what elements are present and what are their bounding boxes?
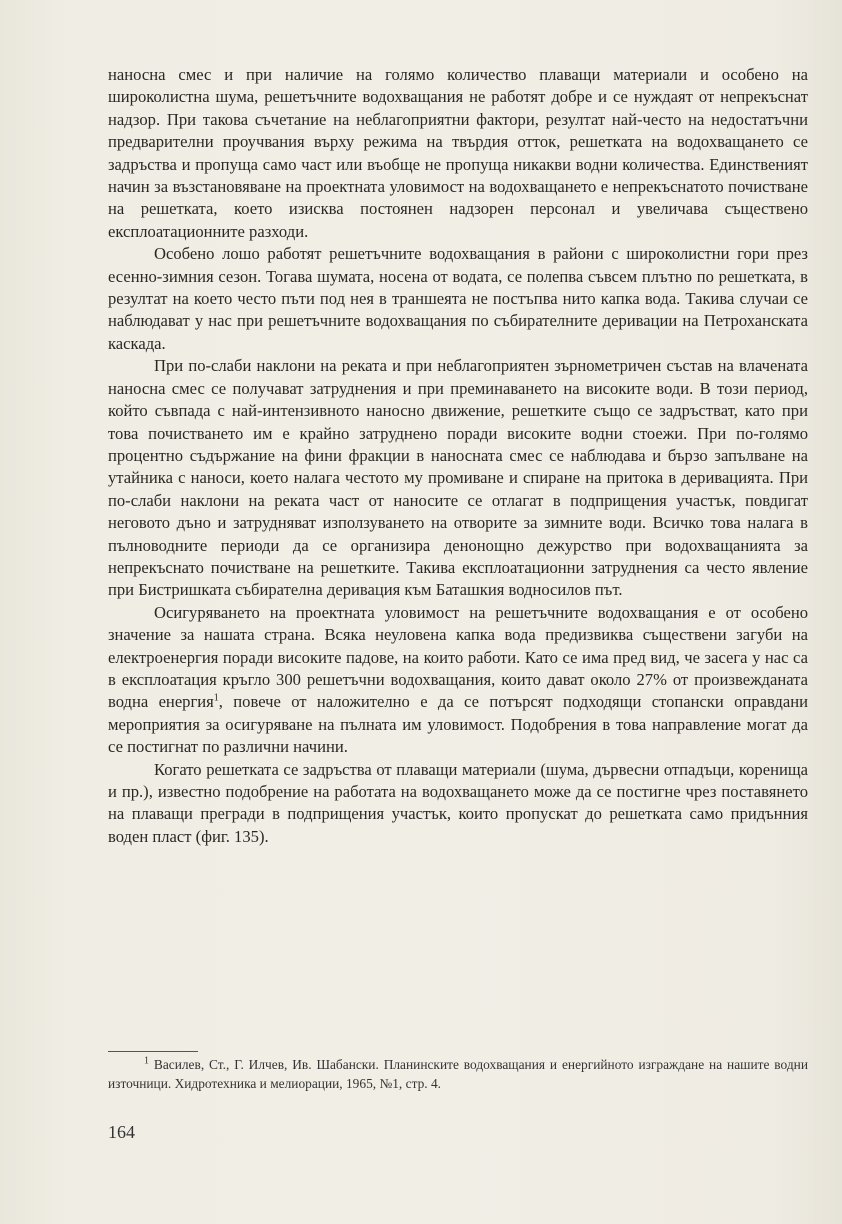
footnote-reference: 1 (213, 692, 219, 704)
paragraph-5: Когато решетката се задръства от плаващи материали (шума, дървесни отпадъци, коренища и пр.), известно подобрение на работата на водохващането може да се постигне чрез поставянето на плаващи прегради в подприщения участък, които пропускат до решетката само придънния воден пласт (фиг. 135). (108, 759, 808, 846)
paragraph-3: При по-слаби наклони на реката и при неблагоприятен зърнометричен състав на влачената наносна смес се получават затруднения и при преминаването на високите води. В този период, който съвпада с най-интензивното наносно движение, решетките също се задръстват, като при това почистването им е крайно затруднено поради високите водни стоежи. При по-голямо процентно съдържание на фини фракции в наносната смес се наблюдава и бързо запълване на утайника с наноси, което налага честото му промиване и спиране на притока в деривацията. При по-слаби наклони на реката част от наносите се отлагат в подприщения участък, повдигат неговото дъно и затрудняват използуването на отворите за зимните води. Всичко това налага в пълноводните периоди да се организира денонощно дежурство при водохващанията за непрекъснато почистване на решетките. Такива експлоатационни затруднения са често явление при Бистришката събирателна деривация към Баташкия водносилов път. (108, 356, 808, 600)
paragraph-4-text-before: Осигуряването на проектната уловимост на решетъчните водохващания е от особено значение за нашата страна. Всяка неуловена капка вода предизвиква съществени загуби на електроенергия поради високите падове, на които работи. Като се има пред вид, че засега у нас са в експлоатация кръгло 300 решетъчни водохващания, които дават около 27% от произвежданата водна енергия (108, 602, 808, 712)
paragraph-4-text-after: , повече от наложително е да се потърсят подходящи стопански оправдани мероприятия за осигуряване на пълната им уловимост. Подобрения в това направление могат да се постигнат по различни начини. (108, 692, 808, 757)
footnote-divider (108, 1051, 198, 1052)
footnote (108, 1055, 808, 1093)
footnote-text: Василев, Ст., Г. Илчев, Ив. Шабански. Планинските водохващания и енергийното изграждане на нашите водни източници. Хидротехника и мелиорации, 1965, №1, стр. 4. (108, 1057, 808, 1091)
paragraph-4 (108, 602, 808, 759)
footnote-marker: 1 (144, 1055, 149, 1067)
page-number: 164 (108, 1122, 135, 1142)
paragraph-1: наносна смес и при наличие на голямо количество плаващи материали и особено на широколистна шума, решетъчните водохващания не работят добре и се нуждаят от непрекъснат надзор. При такова съчетание на неблагоприятни фактори, резултат най-често на недостатъчни предварителни проучвания върху режима на твърдия отток, решетката на водохващането се задръства и пропуща само част или въобще не пропуща никакви водни количества. Единственият начин за възстановяване на проектната уловимост на водохващането е непрекъснатото почистване на решетката, което изисква постоянен надзорен персонал и увеличава съществено експлоатационните разходи. (108, 65, 808, 241)
main-text (108, 64, 808, 848)
paragraph-2: Особено лошо работят решетъчните водохващания в райони с широколистни гори през есенно-зимния сезон. Тогава шумата, носена от водата, се полепва съвсем плътно по решетката, в резултат на което често пъти под нея в траншеята не постъпва нито капка вода. Такива случаи се наблюдават у нас при решетъчните водохващания по събирателните деривации на Петроханската каскада. (108, 244, 808, 353)
